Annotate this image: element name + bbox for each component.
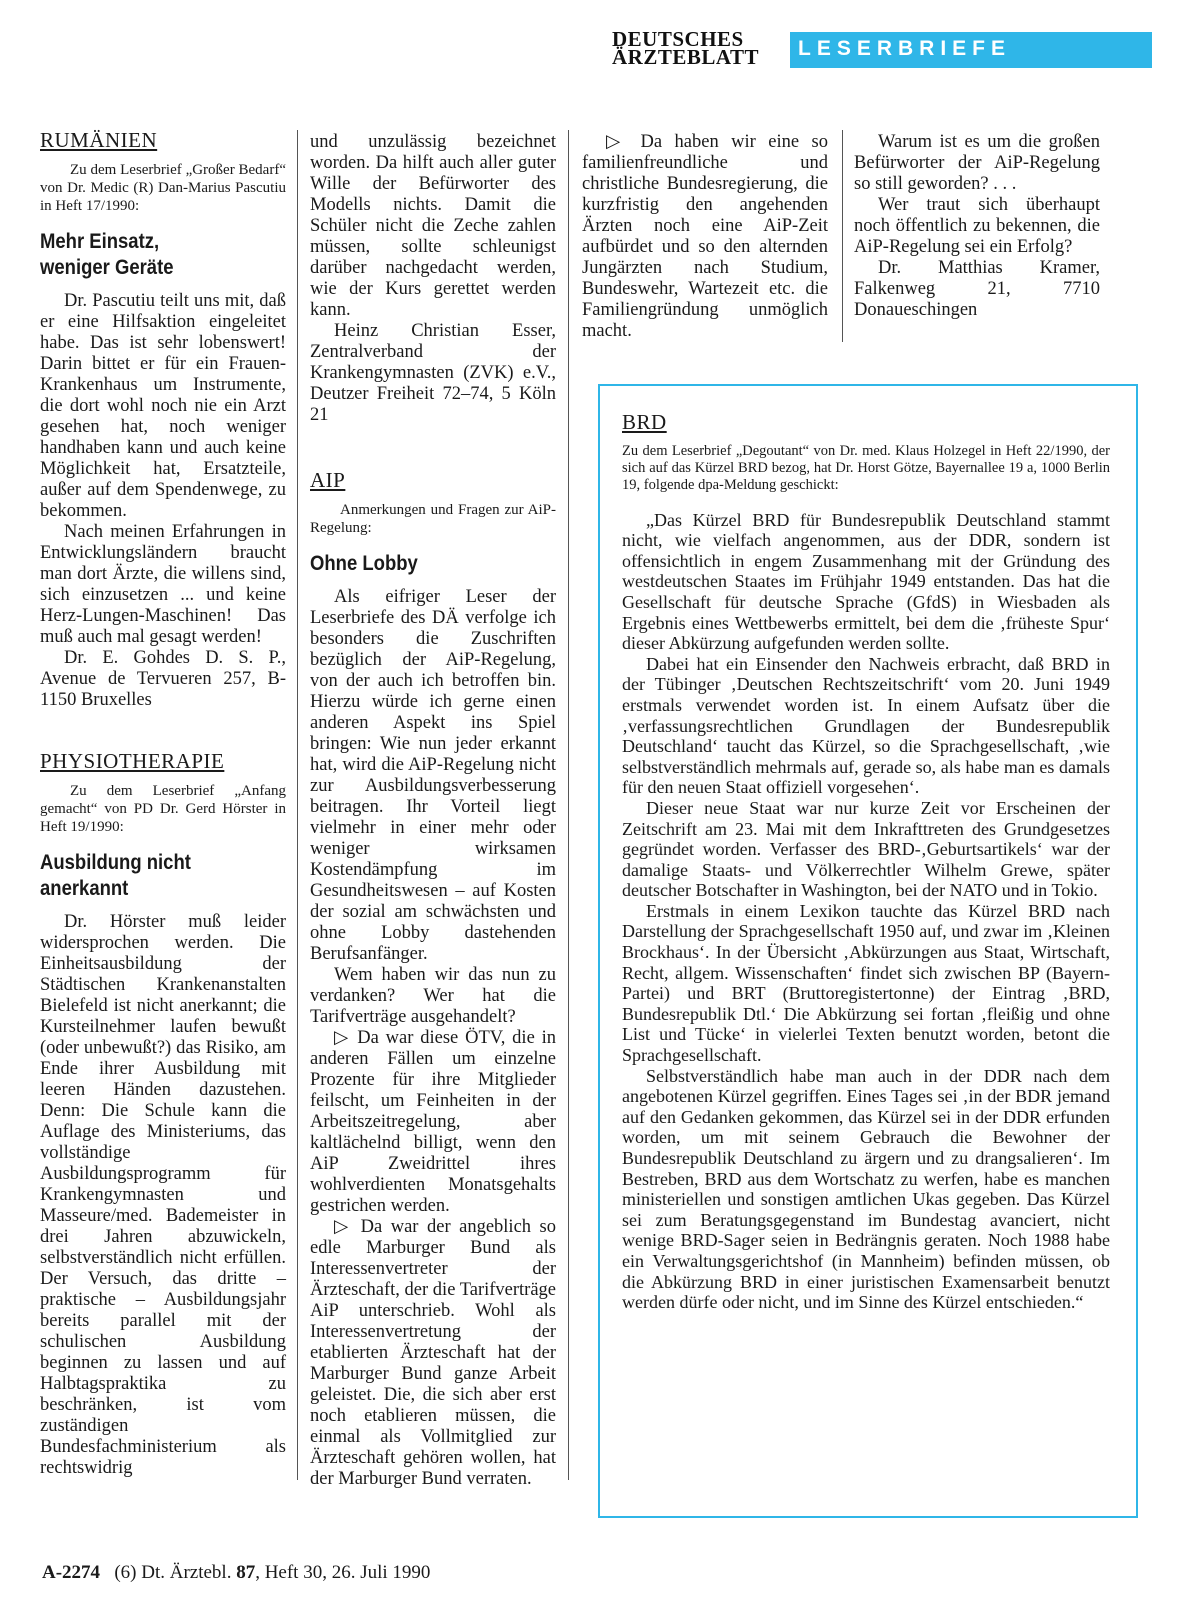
letter-paragraph: ▷ Da war der angeblich so edle Marburger Bund als Interessenvertreter der Ärzteschaft, der die Tarifverträge AiP unterschrieb. Wohl als Interessenvertretung der etablierten Ärzteschaft hat der Marburger Bund ganze Arbeit geleistet. Die, die sich aber erst noch etablieren müssen, die einmal als Vollmitglied zur Ärzteschaft gehören wollen, hat der Marburger Bund verraten.: [310, 1217, 556, 1489]
page-number: A-2274: [42, 1562, 101, 1583]
letter-paragraph: Dr. Hörster muß leider widersprochen werden. Die Einheitsausbildung der Städtischen Krankenanstalten Bielefeld ist nicht anerkannt; die Kursteilnehmer laufen bewußt (oder unbewußt?) das Risiko, am Ende ihrer Ausbildung mit leeren Händen dazustehen. Denn: Die Schule kann die Auflage des Ministeriums, das vollständige Ausbildungsprogramm für Krankengymnasten und Masseure/med. Bademeister in drei Jahren abzuwickeln, selbstverständlich nicht erfüllen. Der Versuch, das dritte – praktische – Ausbildungsjahr bereits parallel mit der schulischen Ausbildung beginnen zu lassen und auf Halbtagspraktika zu beschränken, ist vom zuständigen Bundesfachministerium als rechtswidrig: [40, 912, 286, 1478]
masthead: [612, 27, 1152, 72]
letter-paragraph: Dr. Pascutiu teilt uns mit, daß er eine Hilfsaktion eingeleitet habe. Das ist sehr lobenswert! Darin bittet er für ein Frauen-Krankenhaus um Instrumente, die dort wohl noch nie ein Arzt gesehen hat, noch weniger handhaben kann und auch keine Möglichkeit hat, Ersatzteile, außer auf dem Spendenwege, zu bekommen.: [40, 291, 286, 521]
section-banner-label: LESERBRIEFE: [798, 37, 1012, 60]
journal-title: [612, 27, 782, 69]
letter-intro: Zu dem Leserbrief „Degoutant“ von Dr. med. Klaus Holzegel in Heft 22/1990, der sich auf das Kürzel BRD bezog, hat Dr. Horst Götze, Bayernallee 19 a, 1000 Berlin 19, folgende dpa-Meldung geschickt:: [622, 442, 1110, 493]
letter-intro: Zu dem Leserbrief „Großer Bedarf“ von Dr. Medic (R) Dan-Marius Pascutiu in Heft 17/1990:: [40, 162, 286, 214]
footer-issue: , Heft 30, 26. Juli 1990: [255, 1562, 431, 1583]
footer-journal: (6) Dt. Ärztebl.: [114, 1562, 232, 1583]
letter-headline: [40, 850, 256, 902]
section-banner: [790, 32, 1152, 68]
journal-title-line1: DEUTSCHES: [612, 27, 744, 51]
letter-paragraph: Wem haben wir das nun zu verdanken? Wer hat die Tarifverträge ausgehandelt?: [310, 965, 556, 1027]
column-divider: [568, 130, 569, 1480]
column-4: [854, 132, 1100, 321]
section-heading-aip: AIP: [310, 468, 346, 492]
headline-line: Ausbildung nicht: [40, 851, 191, 874]
letter-paragraph: ▷ Da haben wir eine so familienfreundliche und christliche Bundesregierung, die kurzfristig den angehenden Ärzten noch eine AiP-Zeit aufbürdet und so den alternden Jungärzten nach Studium, Bundeswehr, Wartezeit etc. die Familiengründung unmöglich macht.: [582, 132, 828, 341]
letter-paragraph: und unzulässig bezeichnet worden. Da hilft auch aller guter Wille der Befürworter des Modells nichts. Damit die Schüler nicht die Zeche zahlen müssen, sollte schleunigst darüber nachgedacht werden, wie der Kurs gerettet werden kann.: [310, 132, 556, 320]
headline-line: weniger Geräte: [40, 256, 174, 279]
column-1: [40, 130, 286, 1479]
letter-intro: Anmerkungen und Fragen zur AiP-Regelung:: [310, 502, 556, 536]
headline-line: Mehr Einsatz,: [40, 230, 160, 253]
column-divider: [842, 130, 843, 342]
footer-volume: 87: [236, 1562, 256, 1583]
article-paragraph: Dabei hat ein Einsender den Nachweis erbracht, daß BRD in der Tübinger ‚Deutschen Rechtszeitschrift‘ vom 20. Juni 1949 erstmals verwendet worden ist. In einem Aufsatz über die ‚verfassungsrechtlichen Grundlagen der Bundesrepublik Deutschland‘ taucht das Kürzel, so die Sprachgesellschaft, ‚wie selbstverständlich mehrmals auf, gerade so, als habe man es damals für den neuen Staat offiziell vorgesehen‘.: [622, 653, 1110, 798]
letter-signature: Dr. E. Gohdes D. S. P., Avenue de Tervueren 257, B-1150 Bruxelles: [40, 648, 286, 710]
letter-paragraph: Warum ist es um die großen Befürworter der AiP-Regelung so still geworden? . . .: [854, 132, 1100, 194]
letter-headline: Ohne Lobby: [310, 552, 418, 575]
section-heading-brd: BRD: [622, 410, 667, 434]
letter-paragraph: Nach meinen Erfahrungen in Entwicklungsländern braucht man dort Ärzte, die willens sind, sich einzusetzen ... und keine Herz-Lungen-Maschinen! Das muß auch mal gesagt werden!: [40, 522, 286, 647]
letter-headline: [40, 229, 256, 281]
column-2: [310, 132, 556, 1490]
section-heading-physiotherapie: PHYSIOTHERAPIE: [40, 749, 225, 773]
journal-title-line2: ÄRZTEBLATT: [612, 45, 759, 69]
brd-boxed-article: [598, 384, 1138, 1518]
column-divider: [297, 130, 298, 1480]
article-paragraph: Dieser neue Staat war nur kurze Zeit vor Erscheinen der Zeitschrift am 23. Mai mit dem Inkrafttreten des Grundgesetzes gegründet worden. Verfasser des BRD-‚Geburtsartikels‘ war der damalige Staats- und Völkerrechtler Wilhelm Grewe, später deutscher Botschafter in Washington, bei der NATO und in Tokio.: [622, 797, 1110, 901]
headline-line: anerkannt: [40, 877, 129, 900]
letter-paragraph: Als eifriger Leser der Leserbriefe des DÄ verfolge ich besonders die Zuschriften bezüglich der AiP-Regelung, von der auch ich betroffen bin. Hierzu würde ich gerne einen anderen Aspekt ins Spiel bringen: Wie nun jeder erkannt hat, wird die AiP-Regelung nicht zur Ausbildungsverbesserung beitragen. Ihr Vorteil liegt vielmehr in einer mehr oder weniger wirksamen Kostendämpfung im Gesundheitswesen – auf Kosten der sozial am schwächsten und ohne Lobby dastehenden Berufsanfänger.: [310, 587, 556, 964]
letter-intro: Zu dem Leserbrief „Anfang gemacht“ von PD Dr. Gerd Hörster in Heft 19/1990:: [40, 783, 286, 835]
brd-article-body: [622, 412, 1110, 1313]
letter-signature: Heinz Christian Esser, Zentralverband der Krankengymnasten (ZVK) e.V., Deutzer Freiheit 72–74, 5 Köln 21: [310, 321, 556, 425]
article-paragraph: Erstmals in einem Lexikon tauchte das Kürzel BRD nach Darstellung der Sprachgesellschaft 1950 auf, und zwar im ‚Kleinen Brockhaus‘. In der Übersicht ‚Abkürzungen aus Staat, Wirtschaft, Recht, allgem. Wissenschaften‘ findet sich zwischen BP (Bayern-Partei) und BRT (Bruttoregistertonne) der Eintrag ‚BRD, Bundesrepublik Dtl.‘ Die Abkürzung sei fortan ‚fleißig und ohne List und Tücke‘ in vielerlei Texten benutzt worden, betont die Sprachgesellschaft.: [622, 900, 1110, 1066]
page-footer: [42, 1562, 430, 1584]
letter-paragraph: ▷ Da war diese ÖTV, die in anderen Fällen um einzelne Prozente für ihre Mitglieder feilscht, um Feinheiten in der Arbeitszeitregelung, aber kaltlächelnd billigt, wenn den AiP Zweidrittel ihres wohlverdienten Monatsgehalts gestrichen werden.: [310, 1028, 556, 1216]
letter-signature: Dr. Matthias Kramer, Falkenweg 21, 7710 Donaueschingen: [854, 258, 1100, 320]
article-paragraph: „Das Kürzel BRD für Bundesrepublik Deutschland stammt nicht, wie vielfach angenommen, aus der DDR, sondern ist offensichtlich in engem Zusammenhang mit der Gründung des westdeutschen Staates im Frühjahr 1949 entstanden. Das hat die Gesellschaft für deutsche Sprache (GfdS) in Wiesbaden als Ergebnis eines Wettbewerbs ermittelt, bei dem die ‚früheste Spur‘ dieser Abkürzung aufgefunden werden sollte.: [622, 509, 1110, 654]
section-heading-rumaenien: RUMÄNIEN: [40, 128, 158, 152]
column-3: [582, 132, 828, 342]
article-paragraph: Selbstverständlich habe man auch in der DDR nach dem angebotenen Kürzel gegriffen. Eines Tages sei ‚in der BDR jemand auf den Gedanken gekommen, das Kürzel sei in der DDR erfunden worden, um mit seinem Gebrauch die Bewohner der Bundesrepublik Deutschland zu ärgern und zu drangsalieren‘. Im Bestreben, BRD aus dem Wortschatz zu werfen, habe es manchen ministeriellen und sonstigen amtlichen Ukas gegeben. Das Kürzel sei zum Beratungsgegenstand im Bundestag avanciert, nicht wenige BRD-Sager seien in Bedrängnis geraten. Noch 1988 habe ein Verwaltungsgerichtshof (in Mannheim) befinden müssen, ob die Abkürzung BRD in einer juristischen Examensarbeit benutzt werden dürfe oder nicht, und im Sinne des Kürzel entschieden.“: [622, 1065, 1110, 1313]
letter-paragraph: Wer traut sich überhaupt noch öffentlich zu bekennen, die AiP-Regelung sei ein Erfolg?: [854, 195, 1100, 257]
